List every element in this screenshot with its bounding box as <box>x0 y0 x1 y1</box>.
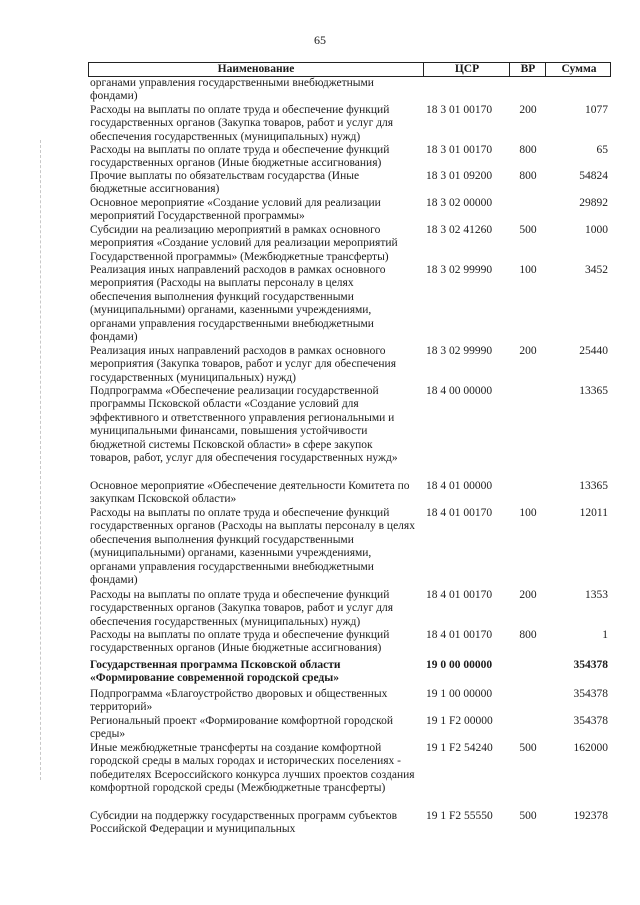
row-name: Государственная программа Псковской области «Формирование современной городской среды» <box>90 659 341 685</box>
row-sum: 25440 <box>579 345 608 357</box>
row-csr: 18 3 01 00170 <box>426 144 493 156</box>
row-csr: 19 0 00 00000 <box>426 659 493 671</box>
row-name: Прочие выплаты по обязательствам государства (Иные бюджетные ассигнования) <box>90 170 360 196</box>
row-vr: 800 <box>519 144 537 156</box>
row-name: Основное мероприятие «Обеспечение деятельности Комитета по закупкам Псковской области» <box>90 480 410 506</box>
row-sum: 1077 <box>585 104 608 116</box>
row-sum: 13365 <box>579 480 608 492</box>
row-vr: 500 <box>519 742 537 754</box>
row-csr: 18 3 01 09200 <box>426 170 493 182</box>
row-csr: 18 4 01 00170 <box>426 629 493 641</box>
row-name: Расходы на выплаты по оплате труда и обеспечение функций государственных органов (Закупка товаров, работ и услуг для обеспечения государственных (муниципальных) нужд) <box>90 104 394 143</box>
row-sum: 65 <box>596 144 608 156</box>
row-csr: 18 3 02 41260 <box>426 224 493 236</box>
row-sum: 29892 <box>579 197 608 209</box>
row-csr: 18 4 01 00000 <box>426 480 493 492</box>
row-sum: 354378 <box>573 688 608 700</box>
row-vr: 100 <box>519 507 537 519</box>
row-sum: 13365 <box>579 385 608 397</box>
row-name: Региональный проект «Формирование комфортной городской среды» <box>90 715 394 741</box>
page-number: 65 <box>314 33 326 47</box>
row-sum: 354378 <box>573 659 608 671</box>
row-vr: 500 <box>519 810 537 822</box>
row-sum: 3452 <box>585 264 608 276</box>
row-vr: 200 <box>519 345 537 357</box>
row-sum: 192378 <box>573 810 608 822</box>
row-name: Подпрограмма «Благоустройство дворовых и общественных территорий» <box>90 688 388 714</box>
row-sum: 162000 <box>573 742 608 754</box>
header-vr: ВР <box>509 63 546 76</box>
row-vr: 100 <box>519 264 537 276</box>
row-name: Расходы на выплаты по оплате труда и обеспечение функций государственных органов (Иные бюджетные ассигнования) <box>90 144 390 170</box>
row-csr: 18 3 02 99990 <box>426 345 493 357</box>
row-sum: 54824 <box>579 170 608 182</box>
row-vr: 800 <box>519 170 537 182</box>
row-vr: 200 <box>519 104 537 116</box>
row-csr: 19 1 F2 55550 <box>426 810 493 822</box>
header-name: Наименование <box>217 63 295 75</box>
row-name: Расходы на выплаты по оплате труда и обеспечение функций государственных органов (Закупка товаров, работ и услуг для обеспечения государственных (муниципальных) нужд) <box>90 589 394 628</box>
row-sum: 1000 <box>585 224 608 236</box>
row-name: Реализация иных направлений расходов в рамках основного мероприятия (Закупка товаров, работ и услуг для обеспечения государственных (муниципальных) нужд) <box>90 345 397 384</box>
row-name: органами управления государственными внебюджетными фондами) <box>90 77 374 103</box>
row-name: Расходы на выплаты по оплате труда и обеспечение функций государственных органов (Расходы на выплаты персоналу в целях обеспечения выполнения функций государственными (муниципальными) органами, казенными учреждениями, органами управления государственными внебюджетными фондами) <box>90 507 415 587</box>
row-vr: 200 <box>519 589 537 601</box>
row-name: Субсидии на реализацию мероприятий в рамках основного мероприятия «Создание условий для реализации мероприятий Государственной программы» (Межбюджетные трансферты) <box>90 224 398 263</box>
row-csr: 19 1 F2 54240 <box>426 742 493 754</box>
header-sum: Сумма <box>545 63 612 76</box>
row-name: Субсидии на поддержку государственных программ субъектов Российской Федерации и муниципальных <box>90 810 398 836</box>
row-name: Расходы на выплаты по оплате труда и обеспечение функций государственных органов (Иные бюджетные ассигнования) <box>90 629 390 655</box>
row-vr: 500 <box>519 224 537 236</box>
header-csr: ЦСР <box>423 63 510 76</box>
row-csr: 18 3 02 99990 <box>426 264 493 276</box>
row-sum: 12011 <box>579 507 608 519</box>
row-name: Реализация иных направлений расходов в рамках основного мероприятия (Расходы на выплаты персоналу в целях обеспечения выполнения функций государственными (муниципальными) органами, казенными учреждениями, органами управления государственными внебюджетными фондами) <box>90 264 386 344</box>
row-csr: 19 1 F2 00000 <box>426 715 493 727</box>
row-sum: 1353 <box>585 589 608 601</box>
row-csr: 18 4 01 00170 <box>426 589 493 601</box>
row-sum: 1 <box>602 629 608 641</box>
row-vr: 800 <box>519 629 537 641</box>
row-csr: 18 4 00 00000 <box>426 385 493 397</box>
row-name: Основное мероприятие «Создание условий для реализации мероприятий Государственной программы» <box>90 197 381 223</box>
row-csr: 18 4 01 00170 <box>426 507 493 519</box>
row-csr: 18 3 01 00170 <box>426 104 493 116</box>
row-csr: 19 1 00 00000 <box>426 688 493 700</box>
row-csr: 18 3 02 00000 <box>426 197 493 209</box>
row-sum: 354378 <box>573 715 608 727</box>
row-name: Иные межбюджетные трансферты на создание комфортной городской среды в малых городах и исторических поселениях - победителях Всероссийского конкурса лучших проектов создания комфортной городской среды (Межбюджетные трансферты) <box>90 742 415 795</box>
row-name: Подпрограмма «Обеспечение реализации государственной программы Псковской области «Создание условий для эффективного и ответственного управления региональными и муниципальными финансами, повышения устойчивости бюджетной системы Псковской области» в сфере закупок товаров, работ, услуг для обеспечения государственных нужд» <box>90 385 398 465</box>
